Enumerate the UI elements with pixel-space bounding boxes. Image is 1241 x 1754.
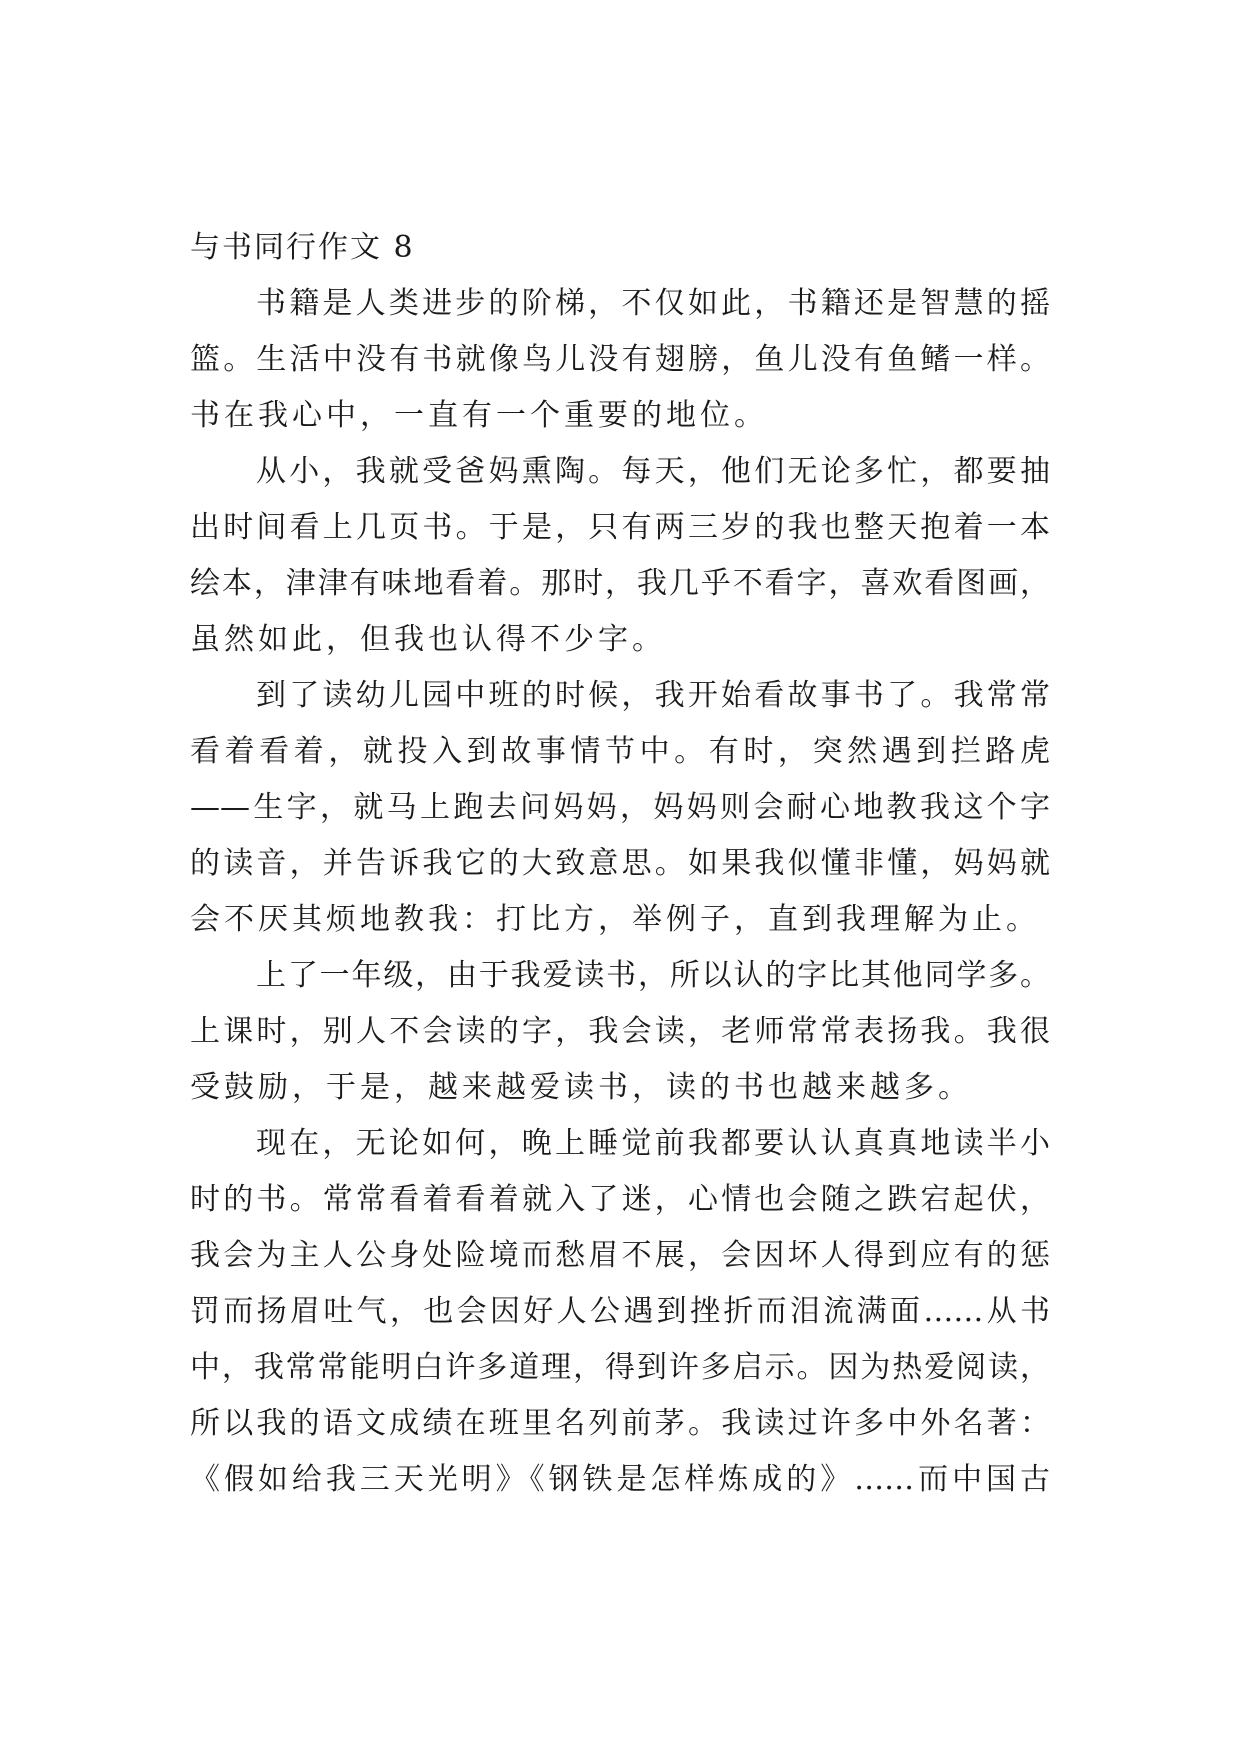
paragraph-2-line-1: 从小，我就受爸妈熏陶。每天，他们无论多忙，都要抽	[256, 454, 1050, 489]
paragraph-5-line-2: 时的书。常常看着看着就入了迷，心情也会随之跌宕起伏，	[190, 1182, 1050, 1217]
paragraph-4-line-1: 上了一年级，由于我爱读书，所以认的字比其他同学多。	[256, 958, 1050, 993]
paragraph-3-line-3: ——生字，就马上跑去问妈妈，妈妈则会耐心地教我这个字	[190, 790, 1050, 825]
paragraph-2-line-4: 虽然如此，但我也认得不少字。	[190, 622, 666, 657]
paragraph-4-line-3: 受鼓励，于是，越来越爱读书，读的书也越来越多。	[190, 1070, 972, 1105]
paragraph-2-line-3: 绘本，津津有味地看着。那时，我几乎不看字，喜欢看图画，	[190, 566, 1050, 601]
paragraph-1-line-3: 书在我心中，一直有一个重要的地位。	[190, 398, 768, 433]
paragraph-5-line-5: 中，我常常能明白许多道理，得到许多启示。因为热爱阅读，	[190, 1350, 1050, 1385]
paragraph-3-line-1: 到了读幼儿园中班的时候，我开始看故事书了。我常常	[256, 678, 1050, 713]
paragraph-4-line-2: 上课时，别人不会读的字，我会读，老师常常表扬我。我很	[190, 1014, 1050, 1049]
paragraph-5-line-4: 罚而扬眉吐气，也会因好人公遇到挫折而泪流满面……从书	[190, 1294, 1050, 1329]
paragraph-5-line-6: 所以我的语文成绩在班里名列前茅。我读过许多中外名著：	[190, 1406, 1050, 1441]
paragraph-5-line-1: 现在，无论如何，晚上睡觉前我都要认认真真地读半小	[256, 1126, 1050, 1161]
paragraph-5-line-7: 《假如给我三天光明》《钢铁是怎样炼成的》……而中国古	[190, 1462, 1050, 1497]
paragraph-2-line-2: 出时间看上几页书。于是，只有两三岁的我也整天抱着一本	[190, 510, 1050, 545]
document-title: 与书同行作文 8	[190, 230, 415, 265]
paragraph-3-line-2: 看着看着，就投入到故事情节中。有时，突然遇到拦路虎	[190, 734, 1050, 769]
paragraph-1-line-1: 书籍是人类进步的阶梯，不仅如此，书籍还是智慧的摇	[256, 286, 1050, 321]
paragraph-3-line-4: 的读音，并告诉我它的大致意思。如果我似懂非懂，妈妈就	[190, 846, 1050, 881]
paragraph-1-line-2: 篮。生活中没有书就像鸟儿没有翅膀，鱼儿没有鱼鳍一样。	[190, 342, 1050, 377]
paragraph-5-line-3: 我会为主人公身处险境而愁眉不展，会因坏人得到应有的惩	[190, 1238, 1050, 1273]
paragraph-3-line-5: 会不厌其烦地教我：打比方，举例子，直到我理解为止。	[190, 902, 1040, 937]
